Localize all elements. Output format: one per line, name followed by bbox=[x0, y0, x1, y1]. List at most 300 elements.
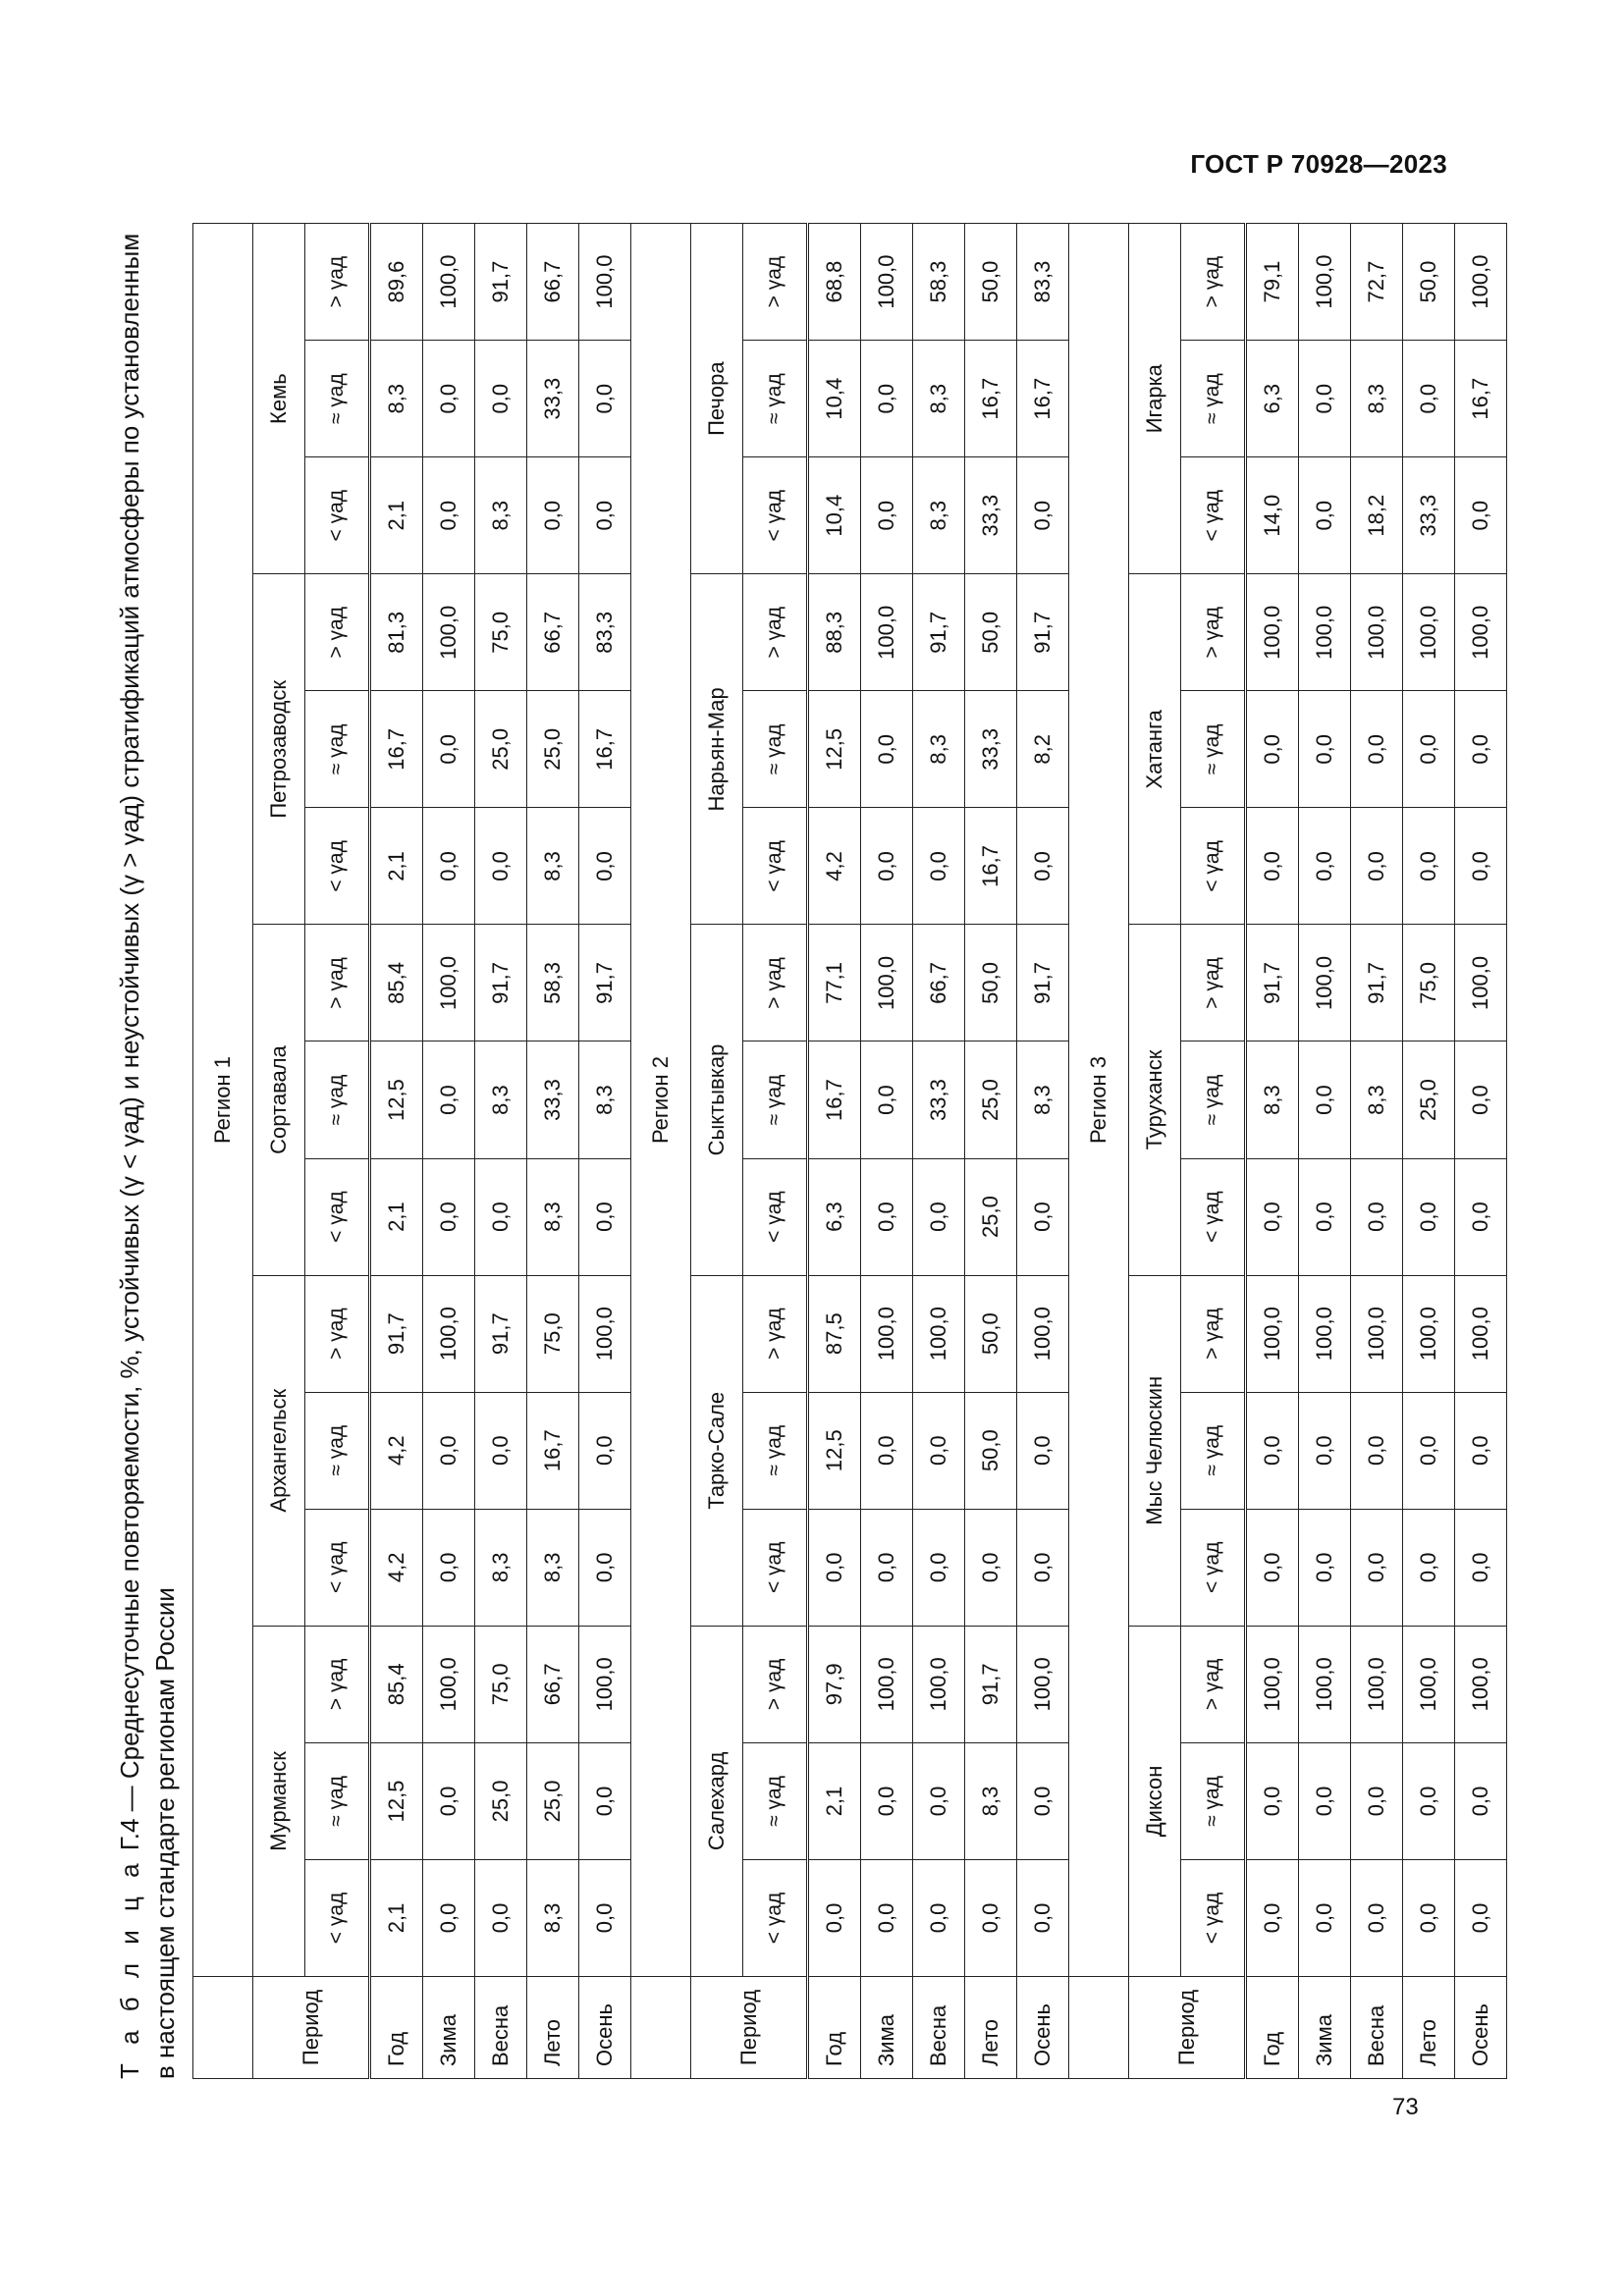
value-cell: 0,0 bbox=[1403, 691, 1455, 808]
value-cell: 0,0 bbox=[423, 457, 475, 574]
value-cell: 12,5 bbox=[370, 1041, 423, 1158]
value-cell: 8,3 bbox=[475, 1509, 527, 1626]
value-cell: 0,0 bbox=[1246, 808, 1299, 925]
period-cell: Весна bbox=[1351, 1977, 1403, 2079]
value-cell: 100,0 bbox=[1246, 1275, 1299, 1392]
value-cell: 0,0 bbox=[1455, 1041, 1507, 1158]
document-header: ГОСТ Р 70928—2023 bbox=[1190, 149, 1447, 179]
period-cell: Осень bbox=[1017, 1977, 1069, 2079]
column-symbol: ≈ γад bbox=[1181, 1041, 1246, 1158]
value-cell: 50,0 bbox=[965, 224, 1017, 341]
symbol-row bbox=[743, 224, 808, 2079]
value-cell: 8,3 bbox=[1017, 1041, 1069, 1158]
region-row bbox=[1069, 224, 1129, 2079]
value-cell: 33,3 bbox=[527, 341, 579, 457]
value-cell: 4,2 bbox=[370, 1392, 423, 1509]
value-cell: 25,0 bbox=[965, 1158, 1017, 1275]
value-cell: 100,0 bbox=[423, 574, 475, 691]
value-cell: 16,7 bbox=[965, 341, 1017, 457]
value-cell: 0,0 bbox=[579, 1859, 631, 1976]
value-cell: 0,0 bbox=[1455, 1742, 1507, 1859]
region-row-spacer bbox=[193, 1977, 253, 2079]
column-symbol: ≈ γад bbox=[305, 691, 370, 808]
value-cell: 0,0 bbox=[475, 341, 527, 457]
value-cell: 0,0 bbox=[913, 808, 965, 925]
value-cell: 25,0 bbox=[527, 691, 579, 808]
column-symbol: ≈ γад bbox=[743, 1392, 808, 1509]
value-cell: 0,0 bbox=[423, 1158, 475, 1275]
value-cell: 0,0 bbox=[1299, 457, 1351, 574]
value-cell: 0,0 bbox=[1455, 1158, 1507, 1275]
value-cell: 100,0 bbox=[861, 574, 913, 691]
region-row-spacer bbox=[1069, 1977, 1129, 2079]
value-cell: 2,1 bbox=[370, 457, 423, 574]
value-cell: 0,0 bbox=[1299, 1041, 1351, 1158]
value-cell: 75,0 bbox=[475, 1626, 527, 1742]
value-cell: 91,7 bbox=[475, 925, 527, 1041]
value-cell: 0,0 bbox=[861, 1158, 913, 1275]
value-cell: 25,0 bbox=[475, 1742, 527, 1859]
value-cell: 8,3 bbox=[1351, 1041, 1403, 1158]
value-cell: 0,0 bbox=[1017, 1158, 1069, 1275]
value-cell: 100,0 bbox=[861, 1275, 913, 1392]
period-cell: Лето bbox=[1403, 1977, 1455, 2079]
value-cell: 0,0 bbox=[1403, 341, 1455, 457]
station-name: Сыктывкар bbox=[691, 925, 743, 1275]
column-symbol: > γад bbox=[1181, 925, 1246, 1041]
value-cell: 25,0 bbox=[1403, 1041, 1455, 1158]
period-cell: Зима bbox=[861, 1977, 913, 2079]
value-cell: 25,0 bbox=[475, 691, 527, 808]
value-cell: 6,3 bbox=[808, 1158, 861, 1275]
value-cell: 0,0 bbox=[808, 1859, 861, 1976]
value-cell: 16,7 bbox=[527, 1392, 579, 1509]
table-row bbox=[475, 224, 527, 2079]
value-cell: 66,7 bbox=[527, 1626, 579, 1742]
value-cell: 0,0 bbox=[1299, 1859, 1351, 1976]
value-cell: 0,0 bbox=[1455, 1859, 1507, 1976]
table-row bbox=[1299, 224, 1351, 2079]
column-symbol: > γад bbox=[743, 574, 808, 691]
caption-prefix: Т а б л и ц а bbox=[115, 1857, 144, 2079]
column-symbol: < γад bbox=[1181, 1859, 1246, 1976]
value-cell: 0,0 bbox=[579, 1392, 631, 1509]
value-cell: 8,3 bbox=[1351, 341, 1403, 457]
value-cell: 66,7 bbox=[527, 224, 579, 341]
value-cell: 25,0 bbox=[965, 1041, 1017, 1158]
value-cell: 0,0 bbox=[1351, 691, 1403, 808]
value-cell: 0,0 bbox=[913, 1158, 965, 1275]
rotated-table-area bbox=[112, 224, 1492, 2079]
station-name: Нарьян-Мар bbox=[691, 574, 743, 925]
period-cell: Весна bbox=[475, 1977, 527, 2079]
value-cell: 16,7 bbox=[965, 808, 1017, 925]
column-symbol: < γад bbox=[743, 457, 808, 574]
value-cell: 79,1 bbox=[1246, 224, 1299, 341]
value-cell: 0,0 bbox=[475, 1158, 527, 1275]
value-cell: 8,3 bbox=[475, 457, 527, 574]
value-cell: 16,7 bbox=[370, 691, 423, 808]
value-cell: 0,0 bbox=[1017, 457, 1069, 574]
column-symbol: ≈ γад bbox=[743, 691, 808, 808]
column-symbol: > γад bbox=[743, 1275, 808, 1392]
symbol-row bbox=[1181, 224, 1246, 2079]
period-cell: Лето bbox=[965, 1977, 1017, 2079]
value-cell: 50,0 bbox=[965, 1275, 1017, 1392]
value-cell: 100,0 bbox=[1455, 224, 1507, 341]
column-symbol: ≈ γад bbox=[743, 341, 808, 457]
value-cell: 0,0 bbox=[808, 1509, 861, 1626]
value-cell: 83,3 bbox=[579, 574, 631, 691]
column-symbol: < γад bbox=[743, 1509, 808, 1626]
value-cell: 0,0 bbox=[1351, 808, 1403, 925]
station-row bbox=[691, 224, 743, 2079]
period-cell: Год bbox=[808, 1977, 861, 2079]
value-cell: 66,7 bbox=[913, 925, 965, 1041]
value-cell: 0,0 bbox=[1455, 808, 1507, 925]
value-cell: 2,1 bbox=[808, 1742, 861, 1859]
value-cell: 8,3 bbox=[527, 1859, 579, 1976]
value-cell: 12,5 bbox=[808, 691, 861, 808]
value-cell: 100,0 bbox=[861, 1626, 913, 1742]
value-cell: 0,0 bbox=[423, 341, 475, 457]
value-cell: 0,0 bbox=[1351, 1158, 1403, 1275]
value-cell: 100,0 bbox=[1246, 1626, 1299, 1742]
value-cell: 33,3 bbox=[527, 1041, 579, 1158]
value-cell: 0,0 bbox=[861, 1509, 913, 1626]
period-cell: Осень bbox=[579, 1977, 631, 2079]
value-cell: 100,0 bbox=[1455, 1626, 1507, 1742]
value-cell: 87,5 bbox=[808, 1275, 861, 1392]
value-cell: 8,3 bbox=[965, 1742, 1017, 1859]
value-cell: 0,0 bbox=[1017, 1392, 1069, 1509]
column-symbol: < γад bbox=[305, 457, 370, 574]
region-row-spacer bbox=[631, 1977, 691, 2079]
value-cell: 0,0 bbox=[423, 1509, 475, 1626]
value-cell: 0,0 bbox=[1299, 1509, 1351, 1626]
column-symbol: > γад bbox=[305, 574, 370, 691]
value-cell: 0,0 bbox=[475, 1859, 527, 1976]
value-cell: 0,0 bbox=[1246, 1742, 1299, 1859]
value-cell: 16,7 bbox=[808, 1041, 861, 1158]
value-cell: 72,7 bbox=[1351, 224, 1403, 341]
station-name: Туруханск bbox=[1129, 925, 1181, 1275]
table-row bbox=[1351, 224, 1403, 2079]
value-cell: 68,8 bbox=[808, 224, 861, 341]
value-cell: 0,0 bbox=[423, 808, 475, 925]
value-cell: 91,7 bbox=[475, 1275, 527, 1392]
column-symbol: > γад bbox=[1181, 1275, 1246, 1392]
value-cell: 0,0 bbox=[861, 1859, 913, 1976]
value-cell: 0,0 bbox=[861, 1392, 913, 1509]
value-cell: 0,0 bbox=[1351, 1742, 1403, 1859]
station-name: Мурманск bbox=[253, 1626, 305, 1976]
station-name: Мыс Челюскин bbox=[1129, 1275, 1181, 1626]
value-cell: 0,0 bbox=[1299, 1392, 1351, 1509]
station-name: Тарко-Сале bbox=[691, 1275, 743, 1626]
value-cell: 91,7 bbox=[913, 574, 965, 691]
value-cell: 8,2 bbox=[1017, 691, 1069, 808]
table-row bbox=[1403, 224, 1455, 2079]
station-name: Диксон bbox=[1129, 1626, 1181, 1976]
value-cell: 100,0 bbox=[579, 1626, 631, 1742]
period-header: Период bbox=[253, 1977, 370, 2079]
value-cell: 8,3 bbox=[370, 341, 423, 457]
column-symbol: ≈ γад bbox=[1181, 1742, 1246, 1859]
value-cell: 4,2 bbox=[370, 1509, 423, 1626]
value-cell: 100,0 bbox=[1351, 1275, 1403, 1392]
value-cell: 100,0 bbox=[1299, 574, 1351, 691]
column-symbol: ≈ γад bbox=[743, 1742, 808, 1859]
value-cell: 0,0 bbox=[1403, 1158, 1455, 1275]
period-cell: Год bbox=[1246, 1977, 1299, 2079]
value-cell: 0,0 bbox=[1351, 1392, 1403, 1509]
value-cell: 100,0 bbox=[913, 1275, 965, 1392]
value-cell: 100,0 bbox=[1017, 1275, 1069, 1392]
value-cell: 12,5 bbox=[370, 1742, 423, 1859]
station-name: Петрозаводск bbox=[253, 574, 305, 925]
column-symbol: > γад bbox=[743, 224, 808, 341]
value-cell: 100,0 bbox=[1455, 1275, 1507, 1392]
value-cell: 100,0 bbox=[1403, 1626, 1455, 1742]
value-cell: 100,0 bbox=[579, 1275, 631, 1392]
value-cell: 100,0 bbox=[1017, 1626, 1069, 1742]
column-symbol: < γад bbox=[305, 1158, 370, 1275]
value-cell: 89,6 bbox=[370, 224, 423, 341]
station-name: Печора bbox=[691, 224, 743, 574]
value-cell: 83,3 bbox=[1017, 224, 1069, 341]
value-cell: 77,1 bbox=[808, 925, 861, 1041]
value-cell: 0,0 bbox=[1403, 1859, 1455, 1976]
value-cell: 0,0 bbox=[1455, 1392, 1507, 1509]
column-symbol: < γад bbox=[1181, 808, 1246, 925]
column-symbol: < γад bbox=[305, 1509, 370, 1626]
value-cell: 50,0 bbox=[965, 925, 1017, 1041]
column-symbol: < γад bbox=[1181, 1158, 1246, 1275]
value-cell: 0,0 bbox=[1246, 691, 1299, 808]
value-cell: 100,0 bbox=[1299, 925, 1351, 1041]
value-cell: 0,0 bbox=[913, 1859, 965, 1976]
station-name: Игарка bbox=[1129, 224, 1181, 574]
value-cell: 75,0 bbox=[527, 1275, 579, 1392]
value-cell: 0,0 bbox=[1299, 1742, 1351, 1859]
value-cell: 14,0 bbox=[1246, 457, 1299, 574]
value-cell: 75,0 bbox=[475, 574, 527, 691]
value-cell: 0,0 bbox=[579, 1158, 631, 1275]
value-cell: 0,0 bbox=[1403, 808, 1455, 925]
table-row bbox=[579, 224, 631, 2079]
value-cell: 50,0 bbox=[965, 574, 1017, 691]
value-cell: 0,0 bbox=[579, 808, 631, 925]
value-cell: 0,0 bbox=[861, 341, 913, 457]
column-symbol: < γад bbox=[743, 1859, 808, 1976]
value-cell: 0,0 bbox=[423, 1742, 475, 1859]
column-symbol: > γад bbox=[1181, 574, 1246, 691]
value-cell: 18,2 bbox=[1351, 457, 1403, 574]
column-symbol: ≈ γад bbox=[1181, 691, 1246, 808]
value-cell: 0,0 bbox=[527, 457, 579, 574]
value-cell: 2,1 bbox=[370, 1158, 423, 1275]
value-cell: 0,0 bbox=[579, 1509, 631, 1626]
value-cell: 33,3 bbox=[965, 457, 1017, 574]
value-cell: 0,0 bbox=[1246, 1859, 1299, 1976]
table-row bbox=[527, 224, 579, 2079]
value-cell: 100,0 bbox=[1455, 574, 1507, 691]
symbol-row bbox=[305, 224, 370, 2079]
value-cell: 0,0 bbox=[1403, 1509, 1455, 1626]
value-cell: 0,0 bbox=[1017, 1859, 1069, 1976]
column-symbol: > γад bbox=[743, 1626, 808, 1742]
value-cell: 0,0 bbox=[861, 1041, 913, 1158]
stratification-table bbox=[192, 223, 1507, 2079]
value-cell: 100,0 bbox=[423, 1626, 475, 1742]
value-cell: 91,7 bbox=[1017, 574, 1069, 691]
value-cell: 16,7 bbox=[1455, 341, 1507, 457]
value-cell: 0,0 bbox=[423, 1392, 475, 1509]
value-cell: 0,0 bbox=[423, 691, 475, 808]
value-cell: 100,0 bbox=[1299, 1626, 1351, 1742]
value-cell: 100,0 bbox=[1351, 1626, 1403, 1742]
value-cell: 91,7 bbox=[1246, 925, 1299, 1041]
value-cell: 0,0 bbox=[1299, 1158, 1351, 1275]
value-cell: 8,3 bbox=[1246, 1041, 1299, 1158]
value-cell: 0,0 bbox=[1403, 1392, 1455, 1509]
value-cell: 0,0 bbox=[1351, 1859, 1403, 1976]
station-name: Салехард bbox=[691, 1626, 743, 1976]
value-cell: 100,0 bbox=[1403, 574, 1455, 691]
value-cell: 16,7 bbox=[579, 691, 631, 808]
period-cell: Зима bbox=[423, 1977, 475, 2079]
column-symbol: > γад bbox=[1181, 1626, 1246, 1742]
region-row bbox=[193, 224, 253, 2079]
value-cell: 0,0 bbox=[861, 691, 913, 808]
value-cell: 0,0 bbox=[423, 1041, 475, 1158]
value-cell: 0,0 bbox=[475, 1392, 527, 1509]
table-row bbox=[808, 224, 861, 2079]
value-cell: 91,7 bbox=[475, 224, 527, 341]
value-cell: 8,3 bbox=[913, 691, 965, 808]
column-symbol: < γад bbox=[743, 808, 808, 925]
column-symbol: ≈ γад bbox=[305, 1742, 370, 1859]
period-cell: Осень bbox=[1455, 1977, 1507, 2079]
value-cell: 10,4 bbox=[808, 341, 861, 457]
table-row bbox=[913, 224, 965, 2079]
column-symbol: ≈ γад bbox=[743, 1041, 808, 1158]
value-cell: 0,0 bbox=[1455, 691, 1507, 808]
value-cell: 6,3 bbox=[1246, 341, 1299, 457]
column-symbol: ≈ γад bbox=[305, 1392, 370, 1509]
page-number: 73 bbox=[1392, 2094, 1419, 2120]
column-symbol: ≈ γад bbox=[305, 341, 370, 457]
value-cell: 58,3 bbox=[527, 925, 579, 1041]
station-name: Хатанга bbox=[1129, 574, 1181, 925]
value-cell: 100,0 bbox=[1299, 224, 1351, 341]
table-row bbox=[1455, 224, 1507, 2079]
column-symbol: > γад bbox=[305, 224, 370, 341]
value-cell: 0,0 bbox=[1017, 1509, 1069, 1626]
period-cell: Год bbox=[370, 1977, 423, 2079]
value-cell: 91,7 bbox=[1017, 925, 1069, 1041]
caption-text: Г.4 — Среднесуточные повторяемости, %, устойчивых (γ < γад) и неустойчивых (γ > γад) стратификаций атмосферы по установленным в настоящем стандарте регионам России bbox=[115, 233, 180, 2079]
column-symbol: > γад bbox=[1181, 224, 1246, 341]
value-cell: 0,0 bbox=[579, 457, 631, 574]
region-label: Регион 3 bbox=[1069, 224, 1129, 1977]
column-symbol: > γад bbox=[305, 925, 370, 1041]
value-cell: 0,0 bbox=[861, 808, 913, 925]
value-cell: 100,0 bbox=[861, 925, 913, 1041]
value-cell: 8,3 bbox=[913, 341, 965, 457]
value-cell: 66,7 bbox=[527, 574, 579, 691]
value-cell: 0,0 bbox=[579, 341, 631, 457]
table-row bbox=[861, 224, 913, 2079]
value-cell: 12,5 bbox=[808, 1392, 861, 1509]
value-cell: 0,0 bbox=[1299, 808, 1351, 925]
value-cell: 0,0 bbox=[1246, 1158, 1299, 1275]
value-cell: 16,7 bbox=[1017, 341, 1069, 457]
column-symbol: < γад bbox=[305, 1859, 370, 1976]
value-cell: 0,0 bbox=[913, 1742, 965, 1859]
station-name: Кемь bbox=[253, 224, 305, 574]
station-row bbox=[253, 224, 305, 2079]
period-cell: Лето bbox=[527, 1977, 579, 2079]
value-cell: 33,3 bbox=[965, 691, 1017, 808]
value-cell: 33,3 bbox=[913, 1041, 965, 1158]
value-cell: 0,0 bbox=[965, 1509, 1017, 1626]
period-header: Период bbox=[691, 1977, 808, 2079]
table-caption bbox=[112, 224, 183, 2079]
value-cell: 91,7 bbox=[579, 925, 631, 1041]
value-cell: 0,0 bbox=[1351, 1509, 1403, 1626]
value-cell: 0,0 bbox=[965, 1859, 1017, 1976]
value-cell: 0,0 bbox=[1246, 1392, 1299, 1509]
column-symbol: ≈ γад bbox=[305, 1041, 370, 1158]
value-cell: 4,2 bbox=[808, 808, 861, 925]
value-cell: 100,0 bbox=[861, 224, 913, 341]
value-cell: 0,0 bbox=[423, 1859, 475, 1976]
value-cell: 100,0 bbox=[423, 1275, 475, 1392]
station-row bbox=[1129, 224, 1181, 2079]
value-cell: 8,3 bbox=[527, 808, 579, 925]
station-name: Сортавала bbox=[253, 925, 305, 1275]
column-symbol: < γад bbox=[1181, 457, 1246, 574]
value-cell: 0,0 bbox=[1403, 1742, 1455, 1859]
value-cell: 100,0 bbox=[1299, 1275, 1351, 1392]
value-cell: 0,0 bbox=[1017, 1742, 1069, 1859]
value-cell: 100,0 bbox=[1455, 925, 1507, 1041]
column-symbol: > γад bbox=[305, 1626, 370, 1742]
value-cell: 50,0 bbox=[965, 1392, 1017, 1509]
value-cell: 8,3 bbox=[475, 1041, 527, 1158]
value-cell: 0,0 bbox=[1299, 691, 1351, 808]
table-row bbox=[423, 224, 475, 2079]
value-cell: 0,0 bbox=[913, 1509, 965, 1626]
value-cell: 0,0 bbox=[579, 1742, 631, 1859]
value-cell: 85,4 bbox=[370, 925, 423, 1041]
value-cell: 91,7 bbox=[370, 1275, 423, 1392]
region-row bbox=[631, 224, 691, 2079]
value-cell: 0,0 bbox=[1246, 1509, 1299, 1626]
table-row bbox=[370, 224, 423, 2079]
column-symbol: > γад bbox=[305, 1275, 370, 1392]
value-cell: 58,3 bbox=[913, 224, 965, 341]
value-cell: 91,7 bbox=[1351, 925, 1403, 1041]
value-cell: 81,3 bbox=[370, 574, 423, 691]
value-cell: 25,0 bbox=[527, 1742, 579, 1859]
region-label: Регион 2 bbox=[631, 224, 691, 1977]
column-symbol: ≈ γад bbox=[1181, 1392, 1246, 1509]
value-cell: 50,0 bbox=[1403, 224, 1455, 341]
value-cell: 2,1 bbox=[370, 1859, 423, 1976]
